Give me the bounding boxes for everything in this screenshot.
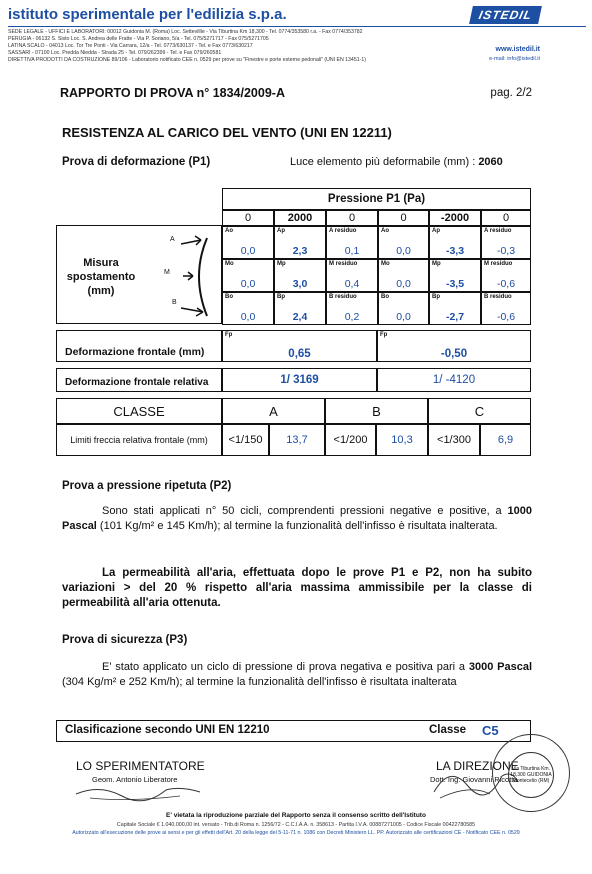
footer-line-2: Capitale Sociale € 1.040.000,00 int. versato - Trib.di Roma n. 1256/72 - C.C.I.A.A. n. 358613 - Partita I.V.A. 00887271005 - Codice Fiscale 00422780585 [116, 822, 476, 828]
direzione-title: LA DIREZIONE [436, 759, 519, 773]
signature-left-icon [70, 778, 210, 804]
measurement-value: 0,0 [396, 278, 411, 290]
measurement-label: Mp [432, 261, 441, 267]
classification-box [56, 720, 531, 742]
def-frontale-neg-cell [377, 330, 531, 362]
pressure-value: 0 [400, 212, 407, 224]
luce-info [290, 156, 503, 168]
website: www.istedil.it [495, 46, 540, 53]
def-frontale-label-cell [56, 330, 222, 362]
pressure-cell [274, 210, 326, 226]
address-line-1: SEDE LEGALE - UFFICI E LABORATORI: 00012 Guidonia M. (Roma) Loc. Settevillle - Via Tiburtina Km 18,300 - Tel. 0774/353580 r.a. - Fax 0774/353782 [8, 29, 363, 35]
measurement-value: 0,2 [344, 311, 360, 323]
measurement-cell [378, 292, 429, 325]
limit-cell [480, 424, 531, 456]
measurement-label: B residuo [484, 294, 512, 300]
measurement-value: -3,3 [445, 245, 465, 257]
measurement-value: 0,4 [344, 278, 360, 290]
measurement-value: 0,0 [240, 311, 256, 323]
class-a: A [269, 403, 278, 419]
p3-text-a: E' stato applicato un ciclo di pressione di prova negativa e positiva pari a [102, 661, 469, 673]
measurement-cell [222, 259, 274, 292]
measurement-cell [326, 292, 378, 325]
section-title: RESISTENZA AL CARICO DEL VENTO (UNI EN 12211) [62, 125, 392, 140]
limit-value: 13,7 [286, 434, 308, 446]
point-b-label: B [172, 299, 177, 306]
measurement-cell [326, 259, 378, 292]
direzione-name: Dott. Ing. Giovanni Ricotta [430, 775, 518, 784]
fp-label-pos: Fp [225, 332, 233, 338]
pressure-cell [481, 210, 531, 226]
measurement-cell [274, 226, 326, 259]
limit-cell [428, 424, 480, 456]
measurement-value: 2,4 [292, 311, 308, 323]
stamp-text: Via Tiburtina Km. 18,300 GUIDONIA Montecelio (RM) [508, 752, 554, 798]
fp-label-neg: Fp [380, 332, 388, 338]
luce-label: Luce elemento più deformabile (mm) : [290, 156, 476, 168]
footer-line-3: Autorizzato all'esecuzione delle prove ai sensi e per gli effetti dell'Art. 20 della legge del 5-11-71 n. 1086 con Decreti Ministero LL. PP. Autorizzato alle certificazioni CE - Notificato CEE n. 0529 [72, 830, 520, 836]
pressure-value: 2000 [287, 212, 313, 224]
istedil-logo: ISTEDIL [469, 6, 542, 24]
limit-threshold: <1/150 [228, 434, 263, 446]
sperimentatore-name: Geom. Antonio Liberatore [92, 775, 178, 784]
p2-text-a: Sono stati applicati n° 50 cicli, comprendenti pressioni negative e positive, a [102, 505, 508, 517]
measurement-value: -2,7 [445, 311, 465, 323]
measurement-label: M residuo [484, 261, 513, 267]
classe-value: C5 [482, 723, 499, 738]
measurement-value: 3,0 [292, 278, 308, 290]
measurement-cell [222, 292, 274, 325]
permeability-paragraph: La permeabilità all'aria, effettuata dopo le prove P1 e P2, non ha subito variazioni > del 20 % rispetto all'aria massima ammissibile per la classe di permeabilità all'aria ottenuta. [62, 567, 532, 609]
p2-paragraph [62, 504, 532, 534]
luce-value: 2060 [478, 156, 503, 168]
measurement-cell [378, 226, 429, 259]
def-rel-neg: 1/ -4120 [432, 374, 476, 386]
p3-paragraph [62, 660, 532, 690]
classe-word: Classe [429, 724, 467, 736]
measurement-label: Ao [381, 228, 389, 234]
p1-title: Prova di deformazione (P1) [62, 156, 211, 168]
report-number: RAPPORTO DI PROVA n° 1834/2009-A [60, 86, 285, 100]
classe-label-cell [56, 398, 222, 424]
org-name: istituto sperimentale per l'edilizia s.p.a. [8, 6, 287, 23]
def-frontale-label: Deformazione frontale (mm) [65, 346, 205, 358]
def-rel-pos: 1/ 3169 [280, 374, 319, 386]
limit-value: 10,3 [391, 434, 413, 446]
pressure-header [222, 188, 531, 210]
limiti-label-cell [56, 424, 222, 456]
class-b: B [372, 403, 381, 419]
misura-cell [56, 225, 222, 324]
class-a-cell [222, 398, 325, 424]
pressure-cell [222, 210, 274, 226]
pressure-cell [378, 210, 429, 226]
p2-text-c: (101 Kg/m² e 145 Km/h); al termine la funzionalità dell'infisso è risultata inalterata. [96, 520, 498, 532]
def-rel-pos-cell [222, 368, 377, 392]
measurement-label: B residuo [329, 294, 357, 300]
p3-text-b: 3000 Pascal [468, 661, 532, 673]
pressure-value: -2000 [440, 212, 470, 224]
measurement-cell [378, 259, 429, 292]
measurement-label: Ao [225, 228, 233, 234]
pressure-value: 0 [244, 212, 252, 224]
measurement-value: -0,6 [496, 278, 516, 290]
pressure-value: 0 [348, 212, 356, 224]
measurement-label: A residuo [329, 228, 357, 234]
p2-title: Prova a pressione ripetuta (P2) [62, 480, 232, 492]
measurement-label: M residuo [329, 261, 358, 267]
def-frontale-pos: 0,65 [288, 348, 311, 360]
classe-label: CLASSE [113, 403, 165, 419]
measurement-value: 2,3 [292, 245, 308, 257]
point-a-label: A [170, 236, 175, 243]
measurement-value: 0,0 [396, 245, 411, 257]
measurement-cell [429, 226, 481, 259]
measurement-label: Bo [225, 294, 233, 300]
measurement-label: Ap [277, 228, 285, 234]
measurement-cell [481, 292, 531, 325]
header-divider [8, 26, 586, 27]
measurement-cell [274, 259, 326, 292]
point-m-label: M [164, 269, 170, 276]
measurement-value: -3,5 [445, 278, 465, 290]
measurement-value: 0,0 [396, 311, 411, 323]
misura-label: Misura spostamento (mm) [66, 257, 136, 297]
measurement-cell [429, 259, 481, 292]
measurement-label: Bp [277, 294, 285, 300]
measurement-value: 0,0 [240, 278, 256, 290]
address-line-2: PERUGIA - 06132 S. Sisto Loc. S. Andrea delle Fratte - Via P. Soriano, 5/a - Tel. 075/5271717 - Fax 075/5271705 [8, 36, 269, 42]
address-line-5: DIRETTIVA PRODOTTI DA COSTRUZIONE 89/106 - Laboratorio notificato CEE n. 0529 per prove su "Finestre e porte esterne pedonali" (UNI EN 13451-1) [8, 57, 366, 63]
p3-title: Prova di sicurezza (P3) [62, 634, 188, 646]
limiti-label: Limiti freccia relativa frontale (mm) [70, 435, 208, 445]
def-frontale-neg: -0,50 [440, 348, 468, 360]
measurement-cell [481, 259, 531, 292]
limit-cell [376, 424, 428, 456]
footer-line-1: E' vietata la riproduzione parziale del Rapporto senza il consenso scritto dell'Istituto [166, 812, 426, 819]
pressure-header-text: Pressione P1 (Pa) [327, 193, 426, 205]
class-b-cell [325, 398, 428, 424]
frame-diagram-icon [177, 230, 221, 322]
email: e-mail: info@istedil.it [489, 56, 540, 62]
limit-cell [222, 424, 269, 456]
measurement-label: Bo [381, 294, 389, 300]
measurement-label: Mo [381, 261, 390, 267]
measurement-label: Bp [432, 294, 440, 300]
def-frontale-pos-cell [222, 330, 377, 362]
measurement-cell [222, 226, 274, 259]
class-c: C [474, 403, 485, 419]
pressure-cell [326, 210, 378, 226]
measurement-value: -0,3 [496, 245, 516, 257]
address-line-4: SASSARI - 07100 Loc. Predda Niedda - Strada 25 - Tel. 079/262399 - Tel. e Fax 079/260581 [8, 50, 222, 56]
def-rel-label-cell [56, 368, 222, 392]
p3-text-c: (304 Kg/m² e 252 Km/h); al termine la funzionalità dell'infisso è risultata inalterata [62, 676, 457, 688]
measurement-cell [481, 226, 531, 259]
page-number: pag. 2/2 [490, 87, 532, 99]
measurement-label: Mo [225, 261, 234, 267]
pressure-value: 0 [502, 212, 510, 224]
limit-threshold: <1/300 [437, 434, 471, 446]
address-line-3: LATINA SCALO - 04013 Loc. Tor Tre Ponti - Via Carrara, 12/a - Tel. 0773/630137 - Tel. e Fax 0773/630217 [8, 43, 253, 49]
limit-threshold: <1/200 [333, 434, 368, 446]
measurement-cell [274, 292, 326, 325]
class-c-cell [428, 398, 531, 424]
limit-value: 6,9 [497, 434, 514, 446]
measurement-value: -0,6 [496, 311, 516, 323]
measurement-value: 0,0 [240, 245, 256, 257]
measurement-label: Mp [277, 261, 286, 267]
p2-text-b: 1000 Pascal [62, 505, 532, 532]
classification-label: Clasificazione secondo UNI EN 12210 [65, 724, 270, 736]
def-rel-label: Deformazione frontale relativa [65, 377, 209, 388]
limit-cell [325, 424, 376, 456]
measurement-label: A residuo [484, 228, 512, 234]
pressure-cell [429, 210, 481, 226]
limit-cell [269, 424, 325, 456]
measurement-label: Ap [432, 228, 440, 234]
measurement-cell [326, 226, 378, 259]
def-rel-neg-cell [377, 368, 531, 392]
sperimentatore-title: LO SPERIMENTATORE [76, 759, 205, 773]
measurement-value: 0,1 [344, 245, 360, 257]
measurement-cell [429, 292, 481, 325]
